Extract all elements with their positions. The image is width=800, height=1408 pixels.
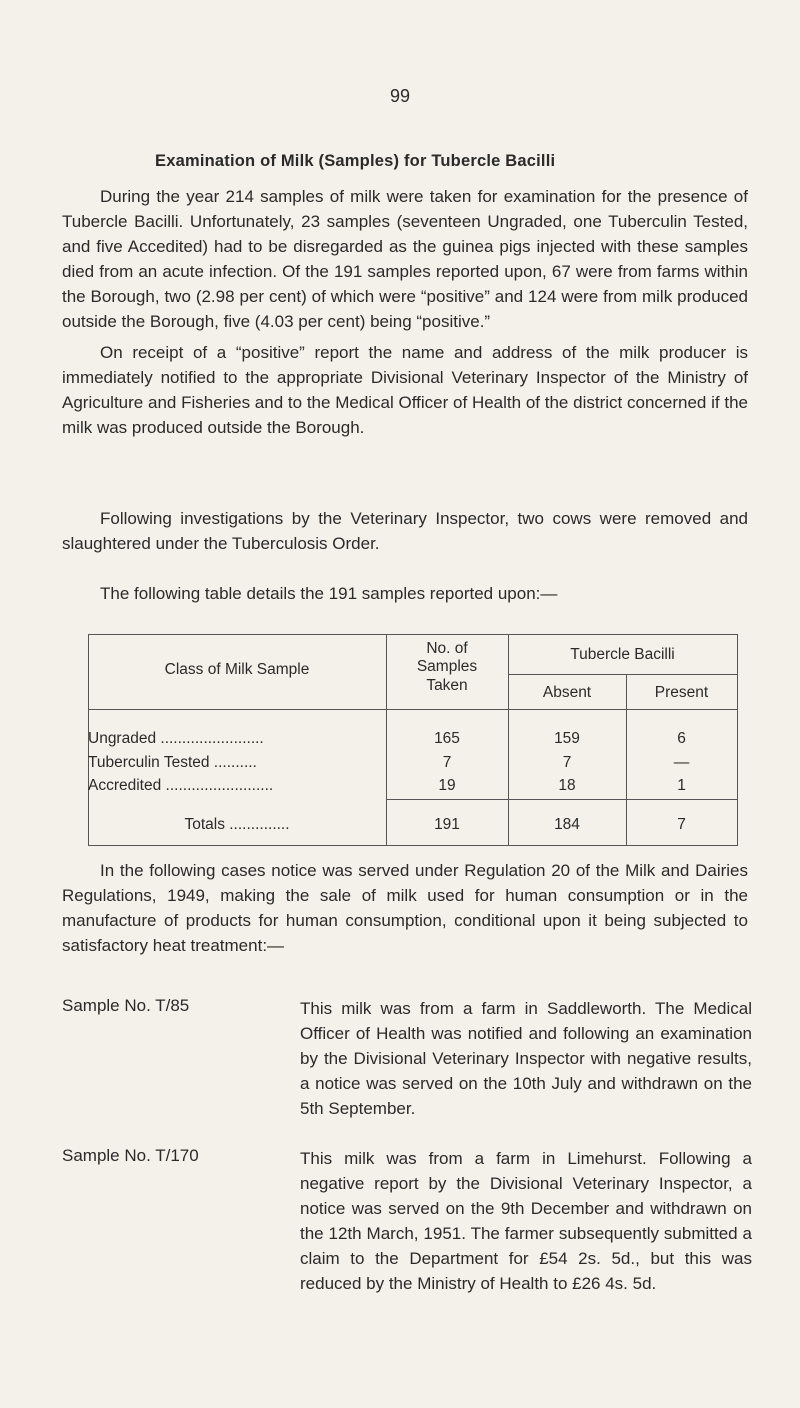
header-absent: Absent [542, 684, 592, 701]
sample-text-t170: This milk was from a farm in Limehurst. Following a negative report by the Divisional Veterinary Inspector, a notice was served on the 9th December and withdrawn on the 12th March, 1951. The farmer subsequently submitted a claim to the Department for £54 2s. 5d., but this was reduced by the Ministry of Health to £26 4s. 5d. [300, 1149, 752, 1293]
header-no-line1: No. of [426, 640, 468, 657]
row-absent-tuberculin: 7 [562, 754, 572, 771]
paragraph-table-intro: The following table details the 191 samples reported upon:— [100, 584, 558, 603]
paragraph-investigations: Following investigations by the Veterinary Inspector, two cows were removed and slaughtered under the Tuberculosis Order. [62, 509, 748, 553]
paragraph-regulation-notice: In the following cases notice was served under Regulation 20 of the Milk and Dairies Regulations, 1949, making the sale of milk used for human consumption or in the manufacture of products for human consumption, conditional upon it being subjected to satisfactory heat treatment:— [62, 861, 748, 955]
row-present-ungraded: 6 [677, 730, 686, 747]
paragraph-positive-procedure: On receipt of a “positive” report the name and address of the milk producer is immediately notified to the appropriate Divisional Veterinary Inspector of the Ministry of Agriculture and Fisheries and to the Medical Officer of Health of the district concerned if the milk was produced outside the Borough. [62, 343, 748, 437]
row-taken-ungraded: 165 [434, 730, 460, 747]
row-label-ungraded: Ungraded ........................ [88, 730, 264, 747]
header-no-line2: Samples [416, 658, 478, 675]
row-absent-totals: 184 [554, 816, 580, 833]
sample-label-t85: Sample No. T/85 [62, 996, 190, 1015]
header-tubercle-bacilli: Tubercle Bacilli [570, 646, 675, 663]
row-absent-ungraded: 159 [554, 730, 580, 747]
section-heading: Examination of Milk (Samples) for Tubercle Bacilli [155, 152, 556, 170]
sample-label-t170: Sample No. T/170 [62, 1146, 199, 1165]
table-border-bottom [88, 845, 738, 846]
header-no-line3: Taken [426, 677, 468, 694]
table-header-rule [88, 709, 738, 710]
row-present-totals: 7 [677, 816, 686, 833]
sample-text-t85: This milk was from a farm in Saddleworth. The Medical Officer of Health was notified and following an examination by the Divisional Veterinary Inspector with negative results, a notice was served on the 10th July and withdrawn on the 5th September. [300, 999, 752, 1118]
page-number: 99 [389, 86, 411, 106]
row-label-totals: Totals .............. [184, 816, 290, 833]
row-label-tuberculin: Tuberculin Tested .......... [88, 754, 257, 771]
row-taken-totals: 191 [434, 816, 460, 833]
table-border-top [88, 634, 738, 635]
table-subheader-rule [508, 674, 737, 675]
table-totals-rule [386, 799, 737, 800]
header-class: Class of Milk Sample [164, 661, 310, 678]
row-absent-accredited: 18 [558, 777, 576, 794]
row-present-tuberculin: — [673, 754, 690, 771]
row-present-accredited: 1 [677, 777, 686, 794]
header-present: Present [654, 684, 709, 701]
row-taken-tuberculin: 7 [442, 754, 452, 771]
row-label-accredited: Accredited ......................... [88, 777, 274, 794]
samples-table [88, 634, 738, 846]
row-taken-accredited: 19 [438, 777, 456, 794]
table-border-right [737, 634, 738, 846]
paragraph-samples-summary: During the year 214 samples of milk were taken for examination for the presence of Tubercle Bacilli. Unfortunately, 23 samples (seventeen Ungraded, one Tuberculin Tested, and five Accedited) had to be disregarded as the guinea pigs injected with these samples died from an acute infection. Of the 191 samples reported upon, 67 were from farms within the Borough, two (2.98 per cent) of which were “positive” and 124 were from milk produced outside the Borough, five (4.03 per cent) being “positive.” [62, 187, 748, 331]
